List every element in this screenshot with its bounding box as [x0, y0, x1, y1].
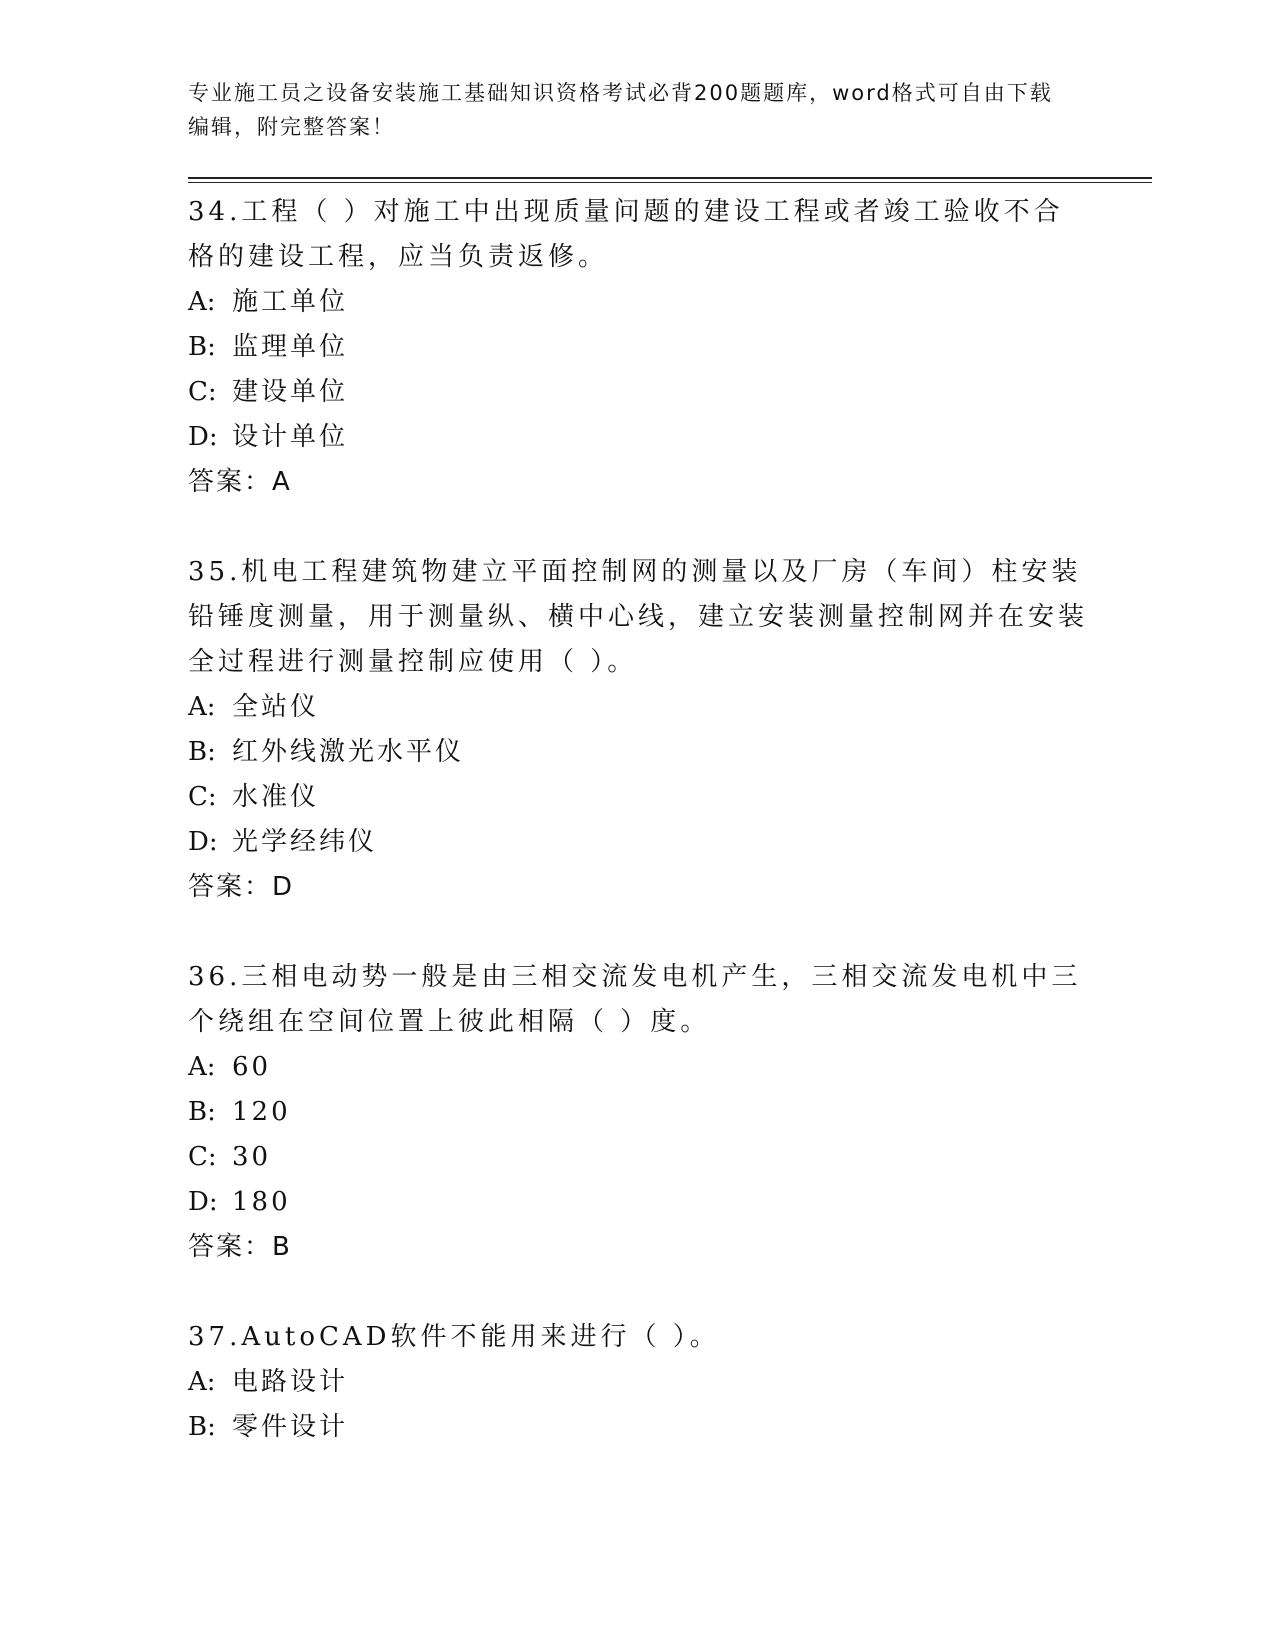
option-d [188, 1180, 1088, 1225]
option-label: B: [188, 1412, 216, 1442]
option-a [188, 685, 1088, 730]
question-34 [188, 190, 1088, 505]
answer-line: 答案：A [188, 467, 292, 497]
header-divider-thin [188, 182, 1152, 183]
option-text: 30 [232, 1142, 272, 1172]
option-label: B: [188, 332, 216, 362]
option-text: 施工单位 [232, 287, 349, 317]
question-text: 34.工程（ ）对施工中出现质量问题的建设工程或者竣工验收不合格的建设工程，应当负责返修。 [188, 197, 1064, 272]
option-label: A: [188, 287, 216, 317]
question-text: 35.机电工程建筑物建立平面控制网的测量以及厂房（车间）柱安装铅锤度测量，用于测量纵、横中心线，建立安装测量控制网并在安装全过程进行测量控制应使用（ ）。 [188, 557, 1089, 677]
option-b [188, 1090, 1088, 1135]
option-c [188, 775, 1088, 820]
option-text: 红外线激光水平仪 [232, 737, 465, 767]
option-text: 设计单位 [232, 422, 349, 452]
question-list [188, 190, 1088, 1495]
answer-line: 答案：B [188, 1232, 292, 1262]
option-label: D: [188, 422, 218, 452]
document-header: 专业施工员之设备安装施工基础知识资格考试必背200题题库，word格式可自由下载编辑，附完整答案！ [188, 81, 1053, 139]
option-d [188, 415, 1088, 460]
option-label: D: [188, 1187, 218, 1217]
option-b [188, 1405, 1088, 1450]
answer-line: 答案：D [188, 872, 295, 902]
option-label: C: [188, 782, 217, 812]
option-text: 光学经纬仪 [232, 827, 378, 857]
question-text: 36.三相电动势一般是由三相交流发电机产生，三相交流发电机中三个绕组在空间位置上彼此相隔（ ）度。 [188, 962, 1082, 1037]
question-37 [188, 1315, 1088, 1450]
option-text: 建设单位 [232, 377, 349, 407]
option-label: C: [188, 377, 217, 407]
option-label: D: [188, 827, 218, 857]
option-a [188, 1045, 1088, 1090]
option-label: A: [188, 1367, 216, 1397]
option-b [188, 325, 1088, 370]
question-text: 37.AutoCAD软件不能用来进行（ ）。 [188, 1322, 720, 1352]
header-divider-thick [188, 177, 1152, 179]
option-c [188, 370, 1088, 415]
option-text: 监理单位 [232, 332, 349, 362]
option-text: 电路设计 [232, 1367, 349, 1397]
option-text: 120 [232, 1097, 291, 1127]
option-b [188, 730, 1088, 775]
option-text: 全站仪 [232, 692, 320, 722]
option-label: A: [188, 1052, 216, 1082]
option-a [188, 1360, 1088, 1405]
option-label: A: [188, 692, 216, 722]
question-35 [188, 550, 1088, 910]
option-text: 水准仪 [232, 782, 320, 812]
option-text: 60 [232, 1052, 272, 1082]
question-36 [188, 955, 1088, 1270]
option-text: 零件设计 [232, 1412, 349, 1442]
option-label: B: [188, 737, 216, 767]
option-label: C: [188, 1142, 217, 1172]
option-d [188, 820, 1088, 865]
option-a [188, 280, 1088, 325]
option-text: 180 [232, 1187, 291, 1217]
option-label: B: [188, 1097, 216, 1127]
option-c [188, 1135, 1088, 1180]
